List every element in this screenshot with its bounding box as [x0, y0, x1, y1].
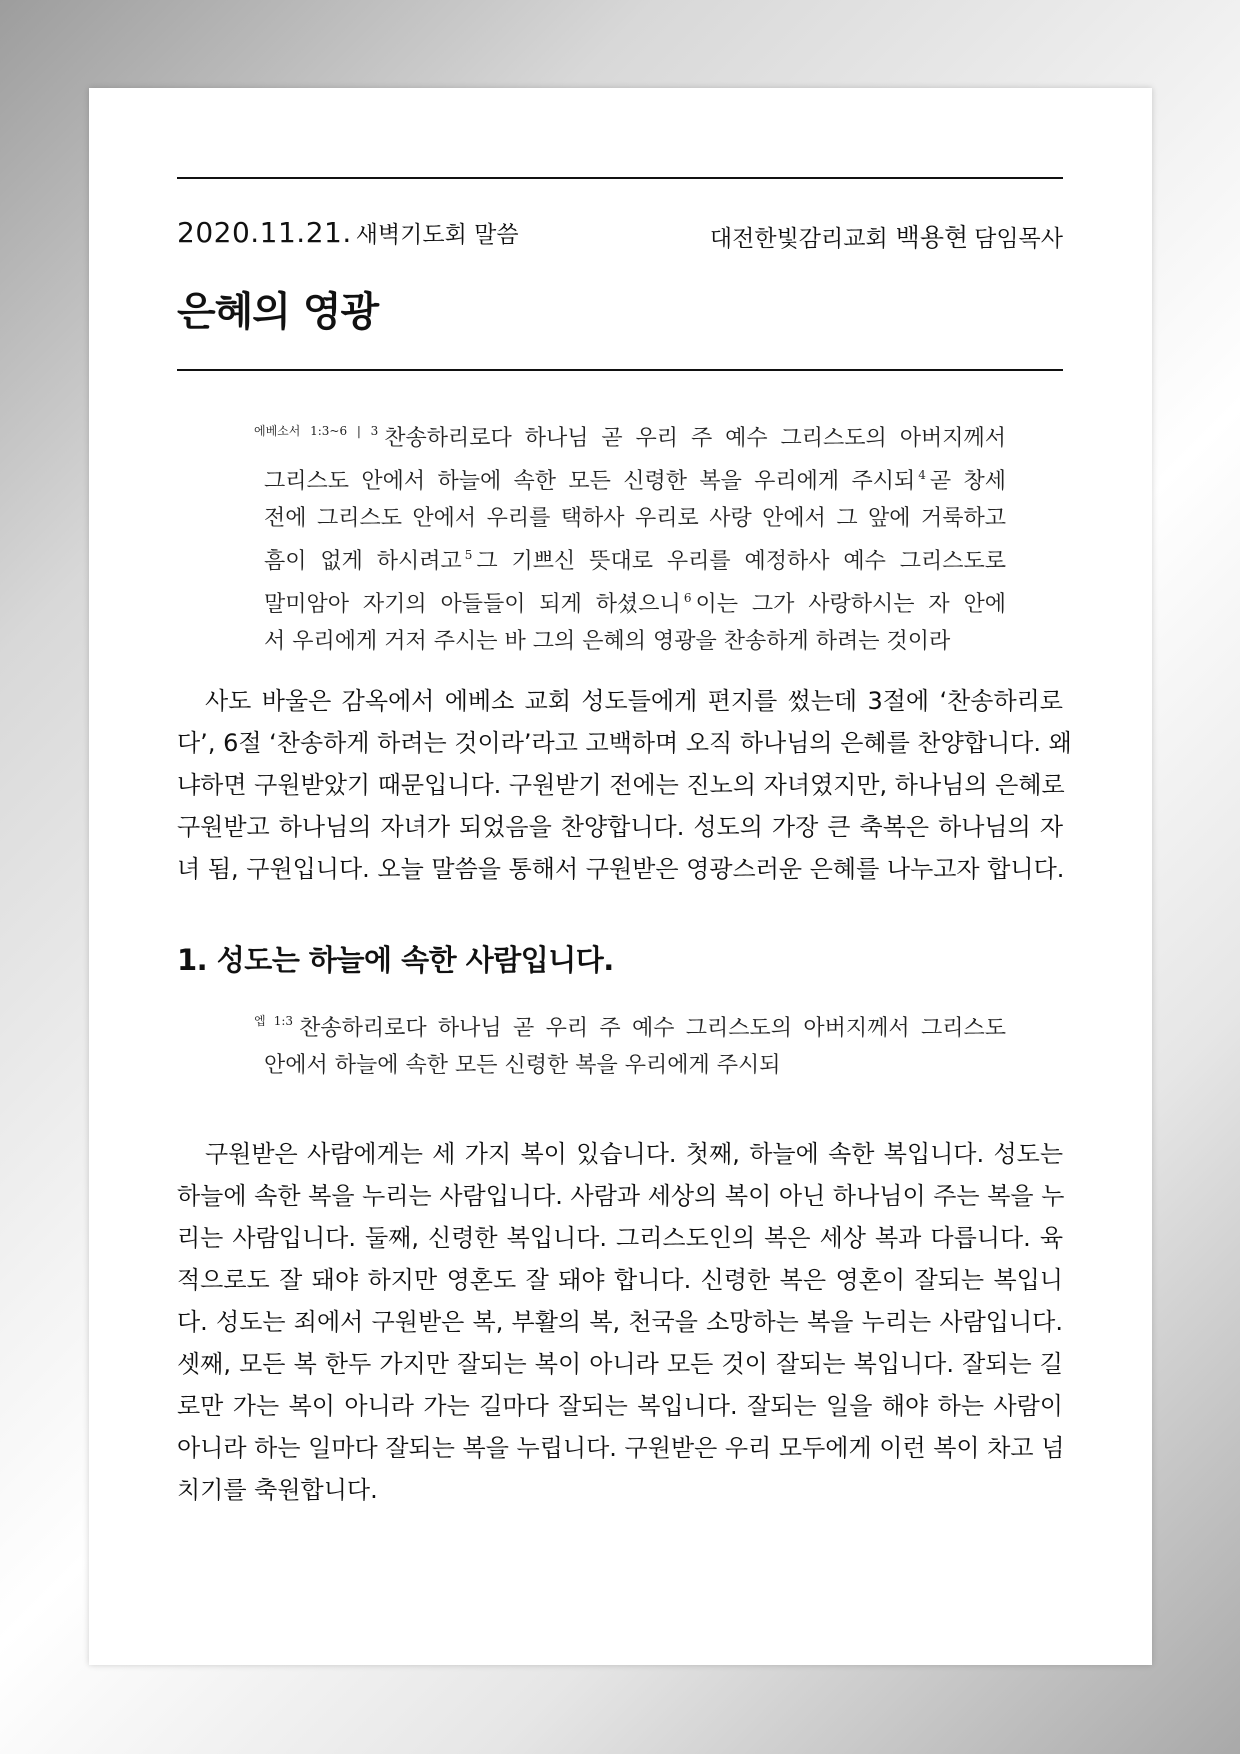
document-header — [177, 216, 1063, 252]
paragraph-line: 사도 바울은 감옥에서 에베소 교회 성도들에게 편지를 썼는데 3절에 ‘찬송하리로 — [205, 687, 1063, 715]
paragraph-line: 녀 됨, 구원입니다. 오늘 말씀을 통해서 구원받은 영광스러운 은혜를 나누고자 합니다. — [177, 855, 1065, 883]
scripture-line: 흠이 없게 하시려고 $^5$ 그 기쁘신 뜻대로 우리를 예정하사 예수 그리스도로 — [264, 548, 1006, 574]
section-heading: 1. 성도는 하늘에 속한 사람입니다. — [177, 943, 614, 977]
pastor-name: 백용현 — [895, 223, 969, 252]
sermon-event: 새벽기도회 말씀 — [355, 222, 519, 248]
verse-number: 6 — [683, 591, 692, 605]
paragraph-line: 리는 사람입니다. 둘째, 신령한 복입니다. 그리스도인의 복은 세상 복과 다릅니다. 육 — [177, 1224, 1063, 1252]
paragraph-line: 다’, 6절 ‘찬송하게 하려는 것이라’라고 고백하며 오직 하나님의 은혜를 찬양합니다. 왜 — [177, 729, 1072, 757]
paragraph-line: 다. 성도는 죄에서 구원받은 복, 부활의 복, 천국을 소망하는 복을 누리는 사람입니다. — [177, 1308, 1063, 1336]
scripture-line: 안에서 하늘에 속한 모든 신령한 복을 우리에게 주시되 — [264, 1053, 781, 1078]
document-page — [89, 88, 1152, 1665]
scripture-line: 말미암아 자기의 아들들이 되게 하셨으니 $^6$ 이는 그가 사랑하시는 자 안에 — [264, 591, 1006, 617]
scripture-reference: 엡 1:3 — [254, 1014, 294, 1028]
paragraph-line: 셋째, 모든 복 한두 가지만 잘되는 복이 아니라 모든 것이 잘되는 복입니다. 잘되는 길 — [177, 1350, 1063, 1378]
paragraph-line: 로만 가는 복이 아니라 가는 길마다 잘되는 복입니다. 잘되는 일을 해야 하는 사람이 — [177, 1392, 1063, 1420]
verse-number: 4 — [918, 468, 926, 482]
scripture-line: 그리스도 안에서 하늘에 속한 모든 신령한 복을 우리에게 주시되 $^4$ 곧 창세 — [264, 468, 1007, 494]
top-rule — [177, 177, 1063, 179]
section-scripture — [254, 1003, 1006, 1084]
scripture-line: $^{에베소서 1:3\sim 6 | 3}$ 찬송하리로다 하나님 곧 우리 주 예수 그리스도의 아버지께서 — [254, 424, 1006, 451]
paragraph-line: 구원받고 하나님의 자녀가 되었음을 찬양합니다. 성도의 가장 큰 축복은 하나님의 자 — [177, 813, 1063, 841]
paragraph-line: 아니라 하는 일마다 잘되는 복을 누립니다. 구원받은 우리 모두에게 이런 복이 차고 넘 — [177, 1434, 1065, 1462]
paragraph-line: 치기를 축원합니다. — [177, 1476, 378, 1504]
scripture-line: $^{엡 1:3}$ 찬송하리로다 하나님 곧 우리 주 예수 그리스도의 아버지께서 그리스도 — [254, 1014, 1006, 1041]
scripture-line: 서 우리에게 거저 주시는 바 그의 은혜의 영광을 찬송하게 하려는 것이라 — [264, 629, 951, 654]
scripture-reference: 에베소서 1:3~6 | 3 — [254, 424, 379, 438]
paragraph-line: 냐하면 구원받았기 때문입니다. 구원받기 전에는 진노의 자녀였지만, 하나님의 은혜로 — [177, 771, 1065, 799]
verse-number: 5 — [464, 548, 473, 562]
paragraph-line: 적으로도 잘 돼야 하지만 영혼도 잘 돼야 합니다. 신령한 복은 영혼이 잘되는 복입니 — [177, 1266, 1063, 1294]
church-name: 대전한빛감리교회 — [709, 226, 888, 252]
sermon-date: 2020.11.21. — [177, 216, 352, 249]
paragraph-line: 하늘에 속한 복을 누리는 사람입니다. 사람과 세상의 복이 아닌 하나님이 주는 복을 누 — [177, 1182, 1065, 1210]
paragraph-line: 구원받은 사람에게는 세 가지 복이 있습니다. 첫째, 하늘에 속한 복입니다. 성도는 — [205, 1140, 1063, 1168]
scripture-passage — [254, 413, 1006, 660]
section-paragraph — [177, 1133, 1063, 1511]
intro-paragraph — [177, 680, 1072, 890]
page-title: 은혜의 영광 — [177, 289, 379, 335]
pastor-title: 담임목사 — [974, 226, 1063, 252]
preacher-line — [710, 218, 1063, 254]
scripture-line: 전에 그리스도 안에서 우리를 택하사 우리로 사랑 안에서 그 앞에 거룩하고 — [264, 506, 1006, 531]
title-rule — [177, 369, 1063, 371]
sermon-date-line — [177, 216, 519, 249]
